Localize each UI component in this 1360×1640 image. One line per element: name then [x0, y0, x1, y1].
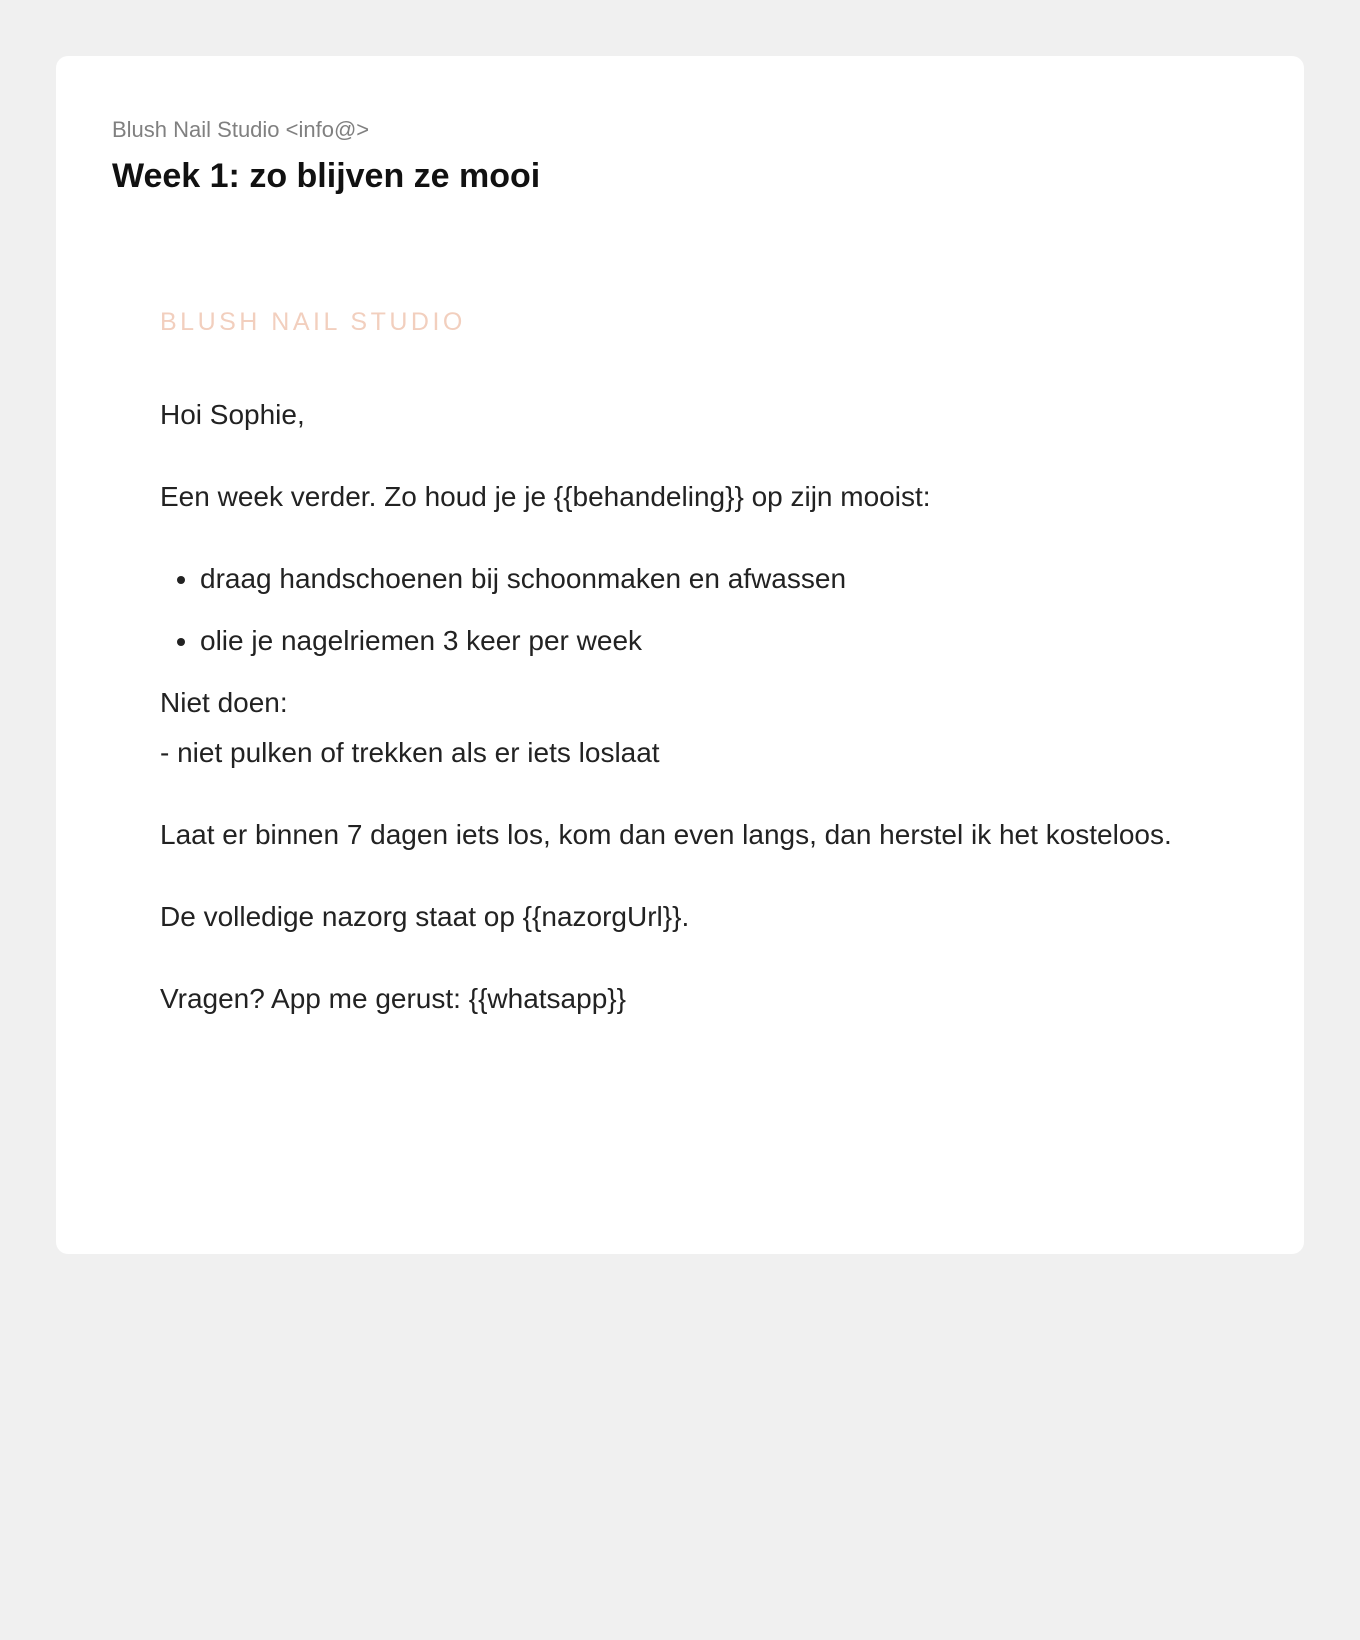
greeting: Hoi Sophie,	[160, 399, 305, 430]
list-item: • draag handschoenen bij schoonmaken en afwassen	[200, 554, 1180, 604]
dont-section	[160, 678, 1180, 778]
questions-text: Vragen? App me gerust: {{whatsapp}}	[160, 983, 626, 1014]
email-sender: Blush Nail Studio <info@>	[112, 117, 370, 142]
email-card	[56, 56, 1304, 1254]
email-body	[160, 310, 1180, 1056]
aftercare-text: De volledige nazorg staat op {{nazorgUrl}}.	[160, 901, 690, 932]
dont-item: - niet pulken of trekken als er iets loslaat	[160, 737, 660, 768]
intro-text: Een week verder. Zo houd je je {{behandeling}} op zijn mooist:	[160, 481, 931, 512]
list-item: • olie je nagelriemen 3 keer per week	[200, 616, 1180, 666]
repair-text: Laat er binnen 7 dagen iets los, kom dan even langs, dan herstel ik het kosteloos.	[160, 819, 1172, 850]
email-subject: Week 1: zo blijven ze mooi	[112, 157, 541, 195]
brand-name: BLUSH NAIL STUDIO	[160, 308, 466, 336]
dont-heading: Niet doen:	[160, 687, 288, 718]
tips-list	[160, 554, 1180, 666]
